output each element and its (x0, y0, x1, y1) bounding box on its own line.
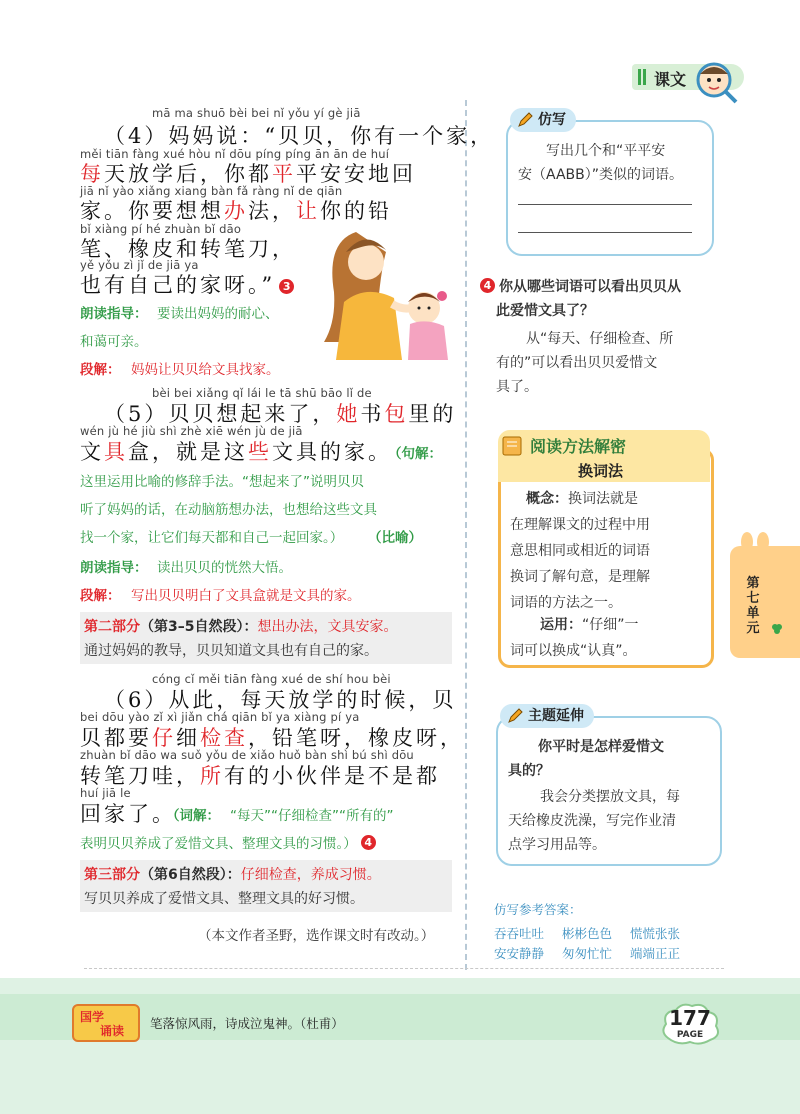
pinyin-line: bei dōu yào zǐ xì jiǎn chá qiān bǐ ya xiàng pí ya (80, 710, 360, 724)
bars-icon (638, 69, 646, 85)
duanjie-label: 段解： (80, 588, 121, 604)
text-line: 笔、橡皮和转笔刀， (80, 237, 296, 261)
theme-answer: 点学习用品等。 (508, 837, 606, 853)
duanjie-label: 段解： (80, 362, 121, 378)
pinyin-line: zhuàn bǐ dāo wa suǒ yǒu de xiǎo huǒ bàn shì bú shì dōu (80, 748, 414, 762)
answer-item: 彬彬色色 (562, 926, 613, 941)
q4-question-1: 4 你从哪些词语可以看出贝贝从 (480, 276, 681, 296)
part-desc: 通过妈妈的教导，贝贝知道文具也有自己的家。 (84, 643, 378, 659)
part-desc: 写贝贝养成了爱惜文具、整理文具的好习惯。 (84, 891, 364, 907)
answer-item: 端端正正 (630, 946, 681, 961)
theme-tag: 主题延伸 (500, 704, 594, 728)
text-line: 也有自己的家呀。” 3 (80, 269, 294, 299)
part-heading (84, 864, 381, 884)
jujie-line: 听了妈妈的话，在动脑筋想办法，也想给这些文具 (80, 502, 377, 518)
answers-title: 仿写参考答案： (494, 902, 582, 917)
pinyin-line: měi tiān fàng xué hòu nǐ dōu píng píng ān ān de huí (80, 147, 390, 161)
fangxie-line-2: 安（AABB）”类似的词语。 (518, 167, 684, 183)
answer-item: 匆匆忙忙 (562, 946, 613, 961)
pinyin-line: wén jù hé jiù shì zhè xiē wén jù de jiā (80, 424, 303, 438)
answer-item: 慌慌张张 (630, 926, 681, 941)
notebook-icon (500, 434, 524, 458)
method-use-2: 词可以换成“认真”。 (510, 643, 637, 659)
cijie-label: （词解： (166, 808, 220, 824)
method-line: 意思相同或相近的词语 (510, 543, 650, 559)
method-line: 换词了解句意，是理解 (510, 569, 650, 585)
method-line: 词语的方法之一。 (510, 595, 622, 611)
q4-answer-3: 具了。 (496, 379, 538, 395)
method-title: 阅读方法解密 (530, 437, 627, 456)
theme-question-2: 具的？ (508, 763, 550, 779)
text-line: 文具盒，就是这些文具的家。 (80, 440, 392, 464)
column-divider (465, 100, 467, 970)
text-line: （4）妈妈说：“贝贝，你有一个家， (104, 124, 495, 148)
pencil-icon (506, 707, 524, 725)
part-title: 第三部分 (84, 867, 140, 883)
part-heading (84, 616, 397, 636)
q4-question-2: 此爱惜文具了？ (496, 303, 594, 319)
guide-label: 朗读指导： (80, 560, 148, 576)
note-badge: 3 (279, 279, 294, 294)
pinyin-line: jiā nǐ yào xiǎng xiang bàn fǎ ràng nǐ de qiān (80, 184, 343, 198)
pinyin-line: huí jiā le (80, 786, 131, 800)
magnifier-kid-icon (692, 58, 738, 104)
pinyin-line: bǐ xiàng pí hé zhuàn bǐ dāo (80, 222, 242, 236)
part-range: （第6自然段）： (140, 867, 241, 883)
side-tab-label: 第七单元 (746, 576, 760, 636)
method-use: 运用：“仔细”一 (540, 617, 639, 633)
text-line: 贝都要仔细检查，铅笔呀，橡皮呀， (80, 726, 464, 750)
answer-blank[interactable] (518, 204, 692, 205)
method-line: 在理解课文的过程中用 (510, 517, 650, 533)
note-badge: 4 (361, 835, 376, 850)
jujie-label: （句解： (388, 446, 442, 462)
pinyin-line: cóng cǐ měi tiān fàng xué de shí hou bèi (152, 672, 391, 686)
text-line: 转笔刀哇，所有的小伙伴是不是都 (80, 764, 440, 788)
part-summary: 想出办法，文具安家。 (257, 619, 398, 635)
answer-blank[interactable] (518, 232, 692, 233)
clover-icon (770, 622, 784, 636)
jujie-line: 这里运用比喻的修辞手法。“想起来了”说明贝贝 (80, 474, 364, 490)
pencil-icon (516, 111, 534, 129)
part-summary: 仔细检查，养成习惯。 (240, 867, 381, 883)
theme-answer: 我会分类摆放文具，每 (540, 789, 680, 805)
unit-label-text: 课文 (654, 70, 687, 89)
q4-answer-1: 从“每天、仔细检查、所 (526, 331, 674, 347)
part-3-summary (80, 860, 452, 912)
guide-label: 朗读指导： (80, 306, 148, 322)
text-line: 回家了。 (80, 802, 176, 826)
duanjie-text: 妈妈让贝贝给文具找家。 (131, 362, 280, 378)
part-title: 第二部分 (84, 619, 140, 635)
guide-text: 读出贝贝的恍然大悟。 (157, 560, 292, 576)
theme-question-1: 你平时是怎样爱惜文 (538, 739, 664, 755)
answer-item: 吞吞吐吐 (494, 926, 545, 941)
fangxie-tag: 仿写 (510, 108, 576, 132)
guide-text: 要读出妈妈的耐心、 (157, 306, 279, 322)
text-line: （5）贝贝想起来了，她书包里的 (104, 402, 457, 426)
answer-item: 安安静静 (494, 946, 545, 961)
cijie-text-2: 表明贝贝养成了爱惜文具、整理文具的习惯。） 4 (80, 832, 376, 852)
part-range: （第3–5自然段）： (140, 619, 258, 635)
page-label: PAGE (676, 1030, 704, 1040)
duanjie-text: 写出贝贝明白了文具盒就是文具的家。 (131, 588, 361, 604)
method-subtitle: 换词法 (578, 462, 624, 480)
part-2-summary (80, 612, 452, 664)
fangxie-line-1: 写出几个和“平平安 (546, 143, 666, 159)
unit-side-tab[interactable] (730, 546, 800, 658)
guoxue-logo: 国学 诵读 (72, 1004, 140, 1042)
page-number: 177 (669, 1006, 711, 1030)
note-badge: 4 (480, 278, 495, 293)
mother-child-illustration (316, 222, 462, 360)
jujie-line: 找一个家，让它们每天都和自己一起回家。） (80, 530, 344, 546)
theme-answer: 天给橡皮洗澡，写完作业清 (508, 813, 676, 829)
pinyin-line: bèi bei xiǎng qǐ lái le tā shū bāo lǐ de (152, 386, 372, 400)
text-line: 家。你要想想办法，让你的铅 (80, 199, 392, 223)
pinyin-line: yě yǒu zì jǐ de jiā ya (80, 258, 199, 272)
cijie-text: “每天”“仔细检查”“所有的” (230, 808, 394, 824)
text-line: 每天放学后，你都平平安安地回 (80, 162, 416, 186)
page-number-badge (660, 1002, 720, 1046)
jujie-tag: （比喻） (368, 530, 422, 546)
footer-quote: 笔落惊风雨，诗成泣鬼神。（杜甫） (150, 1016, 344, 1031)
guide-text-2: 和蔼可亲。 (80, 334, 148, 350)
pinyin-line: mā ma shuō bèi bei nǐ yǒu yí gè jiā (152, 106, 361, 120)
method-concept: 概念：换词法就是 (526, 491, 638, 507)
bottom-divider (84, 968, 724, 969)
bunny-ears-icon (738, 530, 772, 550)
q4-answer-2: 有的”可以看出贝贝爱惜文 (496, 355, 658, 371)
text-line: （6）从此，每天放学的时候，贝 (104, 688, 457, 712)
source-note: （本文作者圣野，选作课文时有改动。） (198, 928, 435, 944)
